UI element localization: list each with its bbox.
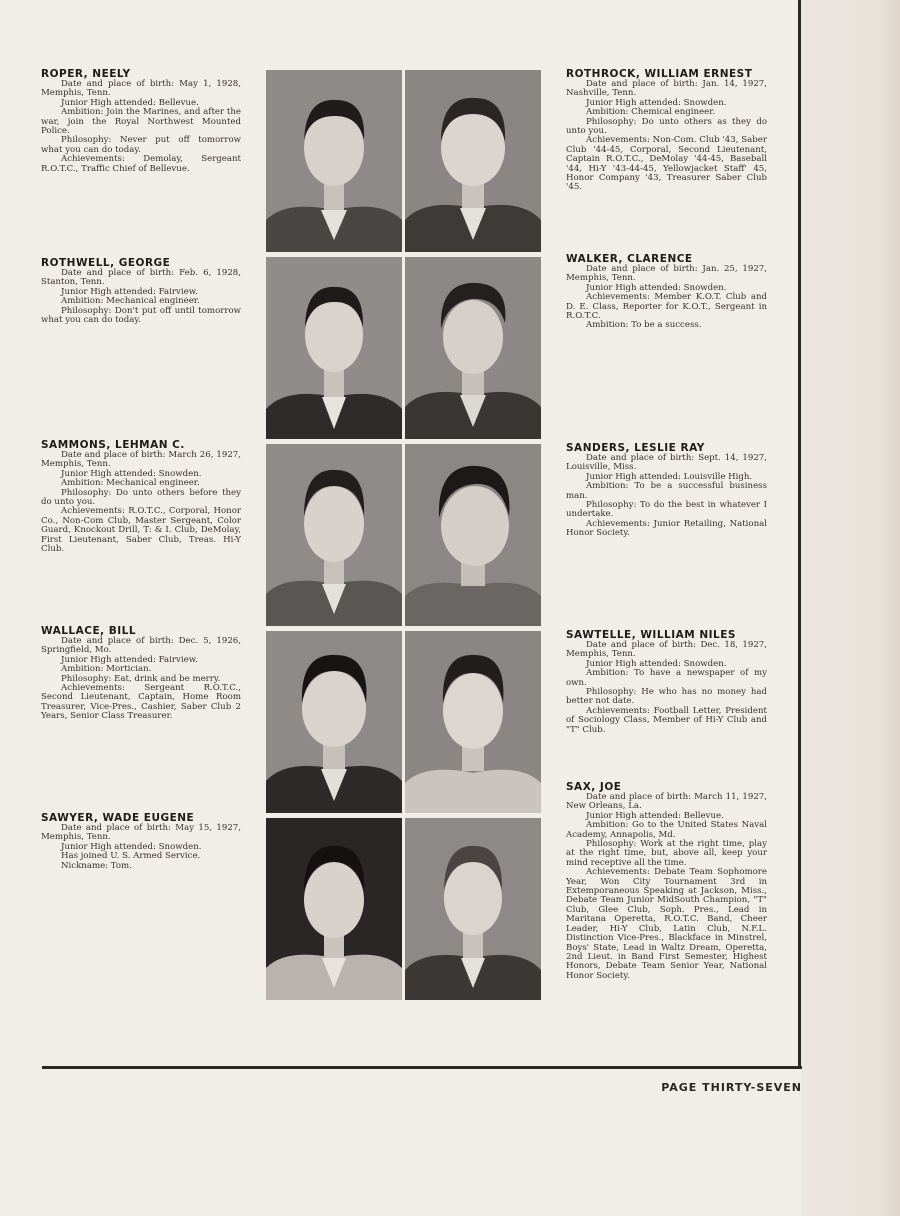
page-number: PAGE THIRTY-SEVEN xyxy=(661,1081,802,1094)
student-name: SAX, JOE xyxy=(566,781,622,793)
student-entry-sax xyxy=(566,781,767,981)
philosophy: Philosophy: Work at the right time, play at the right time, but, above all, keep your mind receptive all the time. xyxy=(566,839,767,868)
philosophy: Philosophy: To do the best in whatever I undertake. xyxy=(566,500,767,520)
birth-info: Date and place of birth: Sept. 14, 1927, Louisville, Miss. xyxy=(566,453,767,473)
portrait-photo-sammons xyxy=(266,444,402,626)
achievements: Achievements: Football Letter, President of Sociology Class, Member of Hi-Y Club and "T" Club. xyxy=(566,705,767,735)
birth-info: Date and place of birth: Dec. 18, 1927, Memphis, Tenn. xyxy=(566,640,767,660)
bottom-rule xyxy=(42,1066,802,1069)
birth-info: Date and place of birth: Jan. 14, 1927, Nashville, Tenn. xyxy=(566,79,767,99)
student-entry-rothwell xyxy=(41,257,241,325)
student-name: WALLACE, BILL xyxy=(41,625,137,637)
birth-info: Date and place of birth: May 15, 1927, Memphis, Tenn. xyxy=(41,823,241,843)
portrait-photo-sawyer xyxy=(266,818,402,1000)
ambition: Ambition: Mechanical engineer. xyxy=(61,296,200,307)
philosophy: Philosophy: Do unto others before they do unto you. xyxy=(41,487,241,508)
student-entry-rothrock xyxy=(566,68,767,193)
achievements: Achievements: Junior Retailing, National Honor Society. xyxy=(566,518,767,539)
junior-high: Junior High attended: Bellevue. xyxy=(61,97,199,108)
student-entry-sammons xyxy=(41,439,241,554)
philosophy: Philosophy: He who has no money had better not date. xyxy=(566,687,767,707)
student-entry-sawyer xyxy=(41,812,241,871)
student-entry-sawtelle xyxy=(566,629,767,735)
achievements: Achievements: Demolay, Sergeant R.O.T.C., Traffic Chief of Bellevue. xyxy=(41,154,241,174)
portrait-photo-walker xyxy=(405,257,541,439)
student-entry-walker xyxy=(566,253,767,331)
birth-info: Date and place of birth: Jan. 25, 1927, Memphis, Tenn. xyxy=(566,264,767,284)
student-entry-roper xyxy=(41,68,241,174)
achievements: Achievements: Sergeant R.O.T.C., Second Lieutenant, Captain, Home Room Treasurer, Vice-Pres., Cashier, Saber Club 2 Years, Senior Class Treasurer. xyxy=(41,683,241,722)
junior-high: Junior High attended: Fairview. xyxy=(61,286,198,297)
student-name: SANDERS, LESLIE RAY xyxy=(566,442,705,454)
portrait-photo-sax xyxy=(405,818,541,1000)
portrait-photo-rothrock xyxy=(405,70,541,252)
portrait-photo-wallace xyxy=(266,631,402,813)
student-name: ROPER, NEELY xyxy=(41,68,131,80)
achievements: Achievements: R.O.T.C., Corporal, Honor Co., Non-Com Club, Master Sergeant, Color Guard, Knockout Drill, T: & I. Club, DeMolay, First Lieutenant, Saber Club, Treas. Hi-Y Club. xyxy=(41,506,241,555)
student-name: ROTHWELL, GEORGE xyxy=(41,257,171,269)
achievements: Achievements: Member K.O.T. Club and D. E. Class, Reporter for K.O.T., Sergeant in R.O.T.C. xyxy=(566,292,767,322)
ambition: Ambition: Mortician. xyxy=(61,664,152,675)
student-name: SAWYER, WADE EUGENE xyxy=(41,812,195,824)
philosophy: Philosophy: Do unto others as they do unto you. xyxy=(566,116,767,137)
page-edge-rule xyxy=(798,0,801,1068)
philosophy: Philosophy: Never put off tomorrow what you can do today. xyxy=(41,135,241,155)
birth-info: Date and place of birth: March 11, 1927, New Orleans, La. xyxy=(566,792,767,812)
ambition: Ambition: Go to the United States Naval Academy, Annapolis, Md. xyxy=(566,820,767,840)
junior-high: Junior High attended: Snowden. xyxy=(61,468,202,479)
birth-info: Date and place of birth: Dec. 5, 1926, Springfield, Mo. xyxy=(41,636,241,656)
junior-high: Junior High attended: Bellevue. xyxy=(586,810,724,821)
student-entry-sanders xyxy=(566,442,767,539)
portrait-photo-sawtelle xyxy=(405,631,541,813)
philosophy: Philosophy: Don't put off until tomorrow what you can do today. xyxy=(41,305,241,326)
student-entry-wallace xyxy=(41,625,241,722)
birth-info: Date and place of birth: March 26, 1927, Memphis, Tenn. xyxy=(41,450,241,470)
ambition: Ambition: To be a success. xyxy=(586,320,702,331)
student-name: SAWTELLE, WILLIAM NILES xyxy=(566,629,736,641)
ambition: Ambition: To have a newspaper of my own. xyxy=(566,668,767,688)
junior-high: Junior High attended: Snowden. xyxy=(586,658,727,669)
birth-info: Date and place of birth: Feb. 6, 1928, Stanton, Tenn. xyxy=(41,268,241,288)
junior-high: Junior High attended: Snowden. xyxy=(586,97,727,108)
ambition: Ambition: Chemical engineer. xyxy=(586,107,716,118)
birth-info: Date and place of birth: May 1, 1928, Memphis, Tenn. xyxy=(41,79,241,99)
student-name: ROTHROCK, WILLIAM ERNEST xyxy=(566,68,753,80)
portrait-photo-roper xyxy=(266,70,402,252)
ambition: Ambition: To be a successful business man. xyxy=(566,481,767,501)
achievements: Achievements: Debate Team Sophomore Year, Won City Tournament 3rd in Extemporaneous Speaking at Jackson, Miss., Debate Team Junior MidSouth Champion, "T" Club, Glee Club, Soph. Pres., Lead in Maritana Operetta, R.O.T.C. Band, Cheer Leader, Hi-Y Club, Latin Club, N.F.L. Distinction Vice-Pres., Blackface in Minstrel, Boys' State, Lead in Waltz Dream, Operetta, 2nd Lieut. in Band First Semester, Highest Honors, Debate Team Senior Year, National Honor Society. xyxy=(566,867,767,981)
junior-high: Junior High attended: Fairview. xyxy=(61,654,198,665)
junior-high: Junior High attended: Louisville High. xyxy=(586,471,753,482)
ambition: Ambition: Mechanical engineer. xyxy=(61,478,200,489)
portrait-photo-rothwell xyxy=(266,257,402,439)
junior-high: Junior High attended: Snowden. xyxy=(61,841,202,852)
student-name: WALKER, CLARENCE xyxy=(566,253,693,265)
armed-service: Has joined U. S. Armed Service. xyxy=(61,851,201,862)
outer-page-margin xyxy=(801,0,900,1216)
philosophy: Philosophy: Eat, drink and be merry. xyxy=(61,673,221,684)
achievements: Achievements: Non-Com. Club '43, Saber Club '44-45, Corporal, Second Lieutenant, Captain R.O.T.C., DeMolay '44-45, Baseball '44, Hi-Y '43-44-45, Yellowjacket Staff' 45, Honor Company '43, Treasurer Saber Club '45. xyxy=(566,135,767,193)
portrait-photo-sanders xyxy=(405,444,541,626)
ambition: Ambition: Join the Marines, and after the war, join the Royal Northwest Mounted Police. xyxy=(41,107,241,137)
junior-high: Junior High attended: Snowden. xyxy=(586,282,727,293)
student-name: SAMMONS, LEHMAN C. xyxy=(41,439,185,451)
nickname: Nickname: Tom. xyxy=(61,860,132,871)
